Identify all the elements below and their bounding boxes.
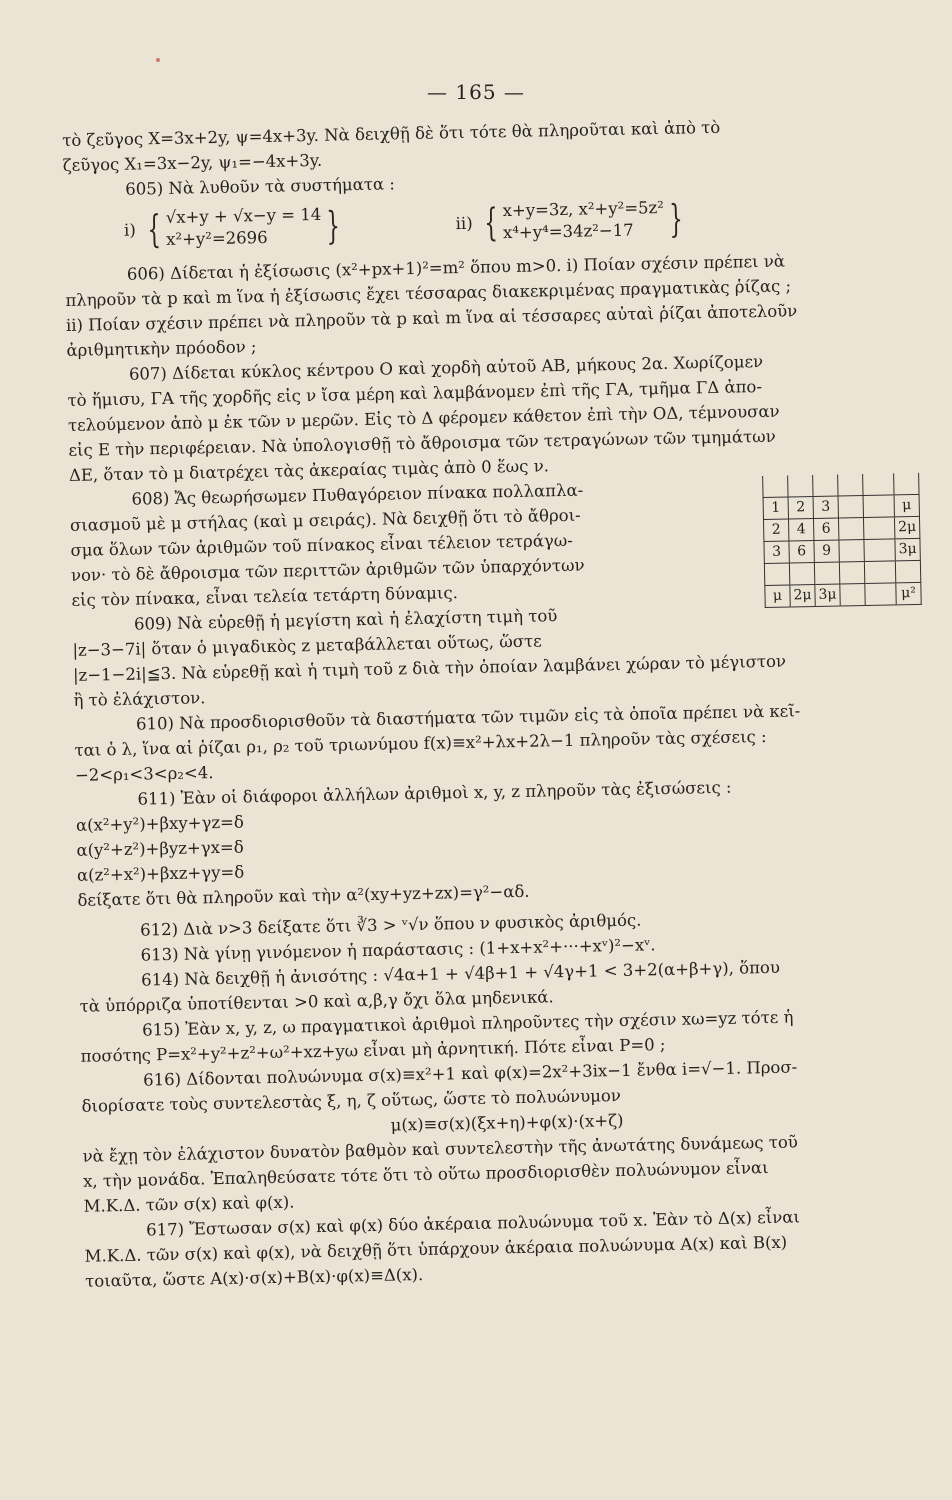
problem-608: 608) Ἄς θεωρήσωμεν Πυθαγόρειον πίνακα πολλαπλα- xyxy=(131,480,584,509)
table-cell xyxy=(839,561,864,583)
problem-610: 610) Νὰ προσδιορισθοῦν τὰ διαστήματα τῶν τιμῶν εἰς τὰ ὁποῖα πρέπει νὰ κεῖ- xyxy=(135,701,801,734)
table-cell: 3 xyxy=(764,541,789,563)
problem-617: 617) Ἔστωσαν σ(x) καὶ φ(x) δύο ἀκέραια πολυώνυμα τοῦ x. Ἐὰν τὸ Δ(x) εἶναι xyxy=(145,1207,801,1240)
system-i xyxy=(141,203,346,251)
table-cell xyxy=(764,563,789,585)
table-row xyxy=(764,538,920,563)
text-line: Μ.Κ.Δ. τῶν σ(x) καὶ φ(x). xyxy=(83,1192,295,1216)
text-line: |z−1−2i|≦3. Νὰ εὑρεθῇ καὶ ἡ τιμὴ τοῦ z διὰ τὴν ὁποίαν λαμβάνει χώραν τὸ μέγιστον xyxy=(72,651,787,685)
page-body xyxy=(62,111,935,1294)
table-cell: 2 xyxy=(763,519,788,541)
text-line: δείξατε ὅτι θὰ πληροῦν καὶ τὴν α²(xy+yz+zx)=γ²−αδ. xyxy=(77,881,530,910)
text-line: Μ.Κ.Δ. τῶν σ(x) καὶ φ(x), νὰ δειχθῇ ὅτι ὑπάρχουν ἀκέραια πολυώνυμα Α(x) καὶ Β(x) xyxy=(84,1232,788,1266)
table-cell xyxy=(863,517,894,540)
table-cell xyxy=(863,495,894,518)
problem-609: 609) Νὰ εὑρεθῇ ἡ μεγίστη καὶ ἡ ἐλαχίστη τιμὴ τοῦ xyxy=(133,606,558,634)
table-cell xyxy=(894,473,919,495)
table-cell: μ xyxy=(765,585,790,607)
table-cell xyxy=(763,476,788,498)
page-number: — 165 — xyxy=(427,80,525,104)
text-line: εἰς τὸν πίνακα, εἶναι τελεία τετάρτη δύναμις. xyxy=(71,583,459,610)
equation: √x+y + √x−y = 14 xyxy=(165,204,322,227)
table-cell: 1 xyxy=(763,497,788,519)
table-cell: μ² xyxy=(896,582,921,604)
table-cell: 6 xyxy=(789,540,814,562)
table-cell: 9 xyxy=(814,540,839,562)
text-line: νον· τὸ δὲ ἄθροισμα τῶν περιττῶν ἀριθμῶν τῶν ὑπαρχόντων xyxy=(70,555,585,585)
ink-spot xyxy=(156,58,160,62)
text-line: εἰς Ε τὴν περιφέρειαν. Νὰ ὑπολογισθῇ τὸ ἄθροισμα τῶν τετραγώνων τῶν τμημάτων xyxy=(68,426,776,460)
table-cell xyxy=(864,561,895,584)
table-cell: 2μ xyxy=(894,516,919,538)
table-cell xyxy=(789,562,814,584)
table-row xyxy=(764,560,920,585)
text-line: τὰ ὑπόρριζα ὑποτίθενται >0 καὶ α,β,γ ὄχι ὅλα μηδενικά. xyxy=(79,987,554,1016)
table-cell: μ xyxy=(894,494,919,516)
text-line: ται ὁ λ, ἵνα αἱ ῥίζαι ρ₁, ρ₂ τοῦ τριωνύμου f(x)≡x²+λx+2λ−1 πληροῦν τὰς σχέσεις : xyxy=(74,726,767,760)
equation: μ(x)≡σ(x)(ξx+η)+φ(x)·(x+ζ) xyxy=(390,1110,624,1135)
text-line: ii) Ποίαν σχέσιν πρέπει νὰ πληροῦν τὰ p καὶ m ἵνα αἱ τέσσαρες αὐταὶ ῥίζαι ἀποτελοῦν xyxy=(65,301,798,335)
equation: x⁴+y⁴=34z²−17 xyxy=(502,220,634,243)
text-line: τελούμενον ἀπὸ μ ἐκ τῶν ν μερῶν. Εἰς τὸ Δ φέρομεν κάθετον ἐπὶ τὴν ΟΔ, τέμνουσαν xyxy=(67,401,780,435)
text-line: ἢ τὸ ἐλάχιστον. xyxy=(73,688,206,710)
table-cell xyxy=(838,517,863,539)
problem-616: 616) Δίδονται πολυώνυμα σ(x)≡x²+1 καὶ φ(x)=2x²+3ix−1 ἔνθα i=√−1. Προσ- xyxy=(142,1057,798,1090)
table-cell: 2 xyxy=(788,497,813,519)
system-label-ii: ii) xyxy=(455,213,473,233)
text-line: τὸ ζεῦγος Χ=3x+2y, ψ=4x+3y. Νὰ δειχθῇ δὲ ὅτι τότε θὰ πληροῦται καὶ ἀπὸ τὸ xyxy=(62,117,721,150)
table-row xyxy=(765,582,921,607)
table-cell: 4 xyxy=(788,518,813,540)
text-line: ζεῦγος Χ₁=3x−2y, ψ₁=−4x+3y. xyxy=(62,150,323,175)
table-row xyxy=(763,473,919,498)
problem-615: 615) Ἐὰν x, y, z, ω πραγματικοὶ ἀριθμοὶ πληροῦντες τὴν σχέσιν xω=yz τότε ἡ xyxy=(141,1007,794,1040)
problem-611: 611) Ἐὰν οἱ διάφοροι ἀλλήλων ἀριθμοὶ x, y, z πληροῦν τὰς ἐξισώσεις : xyxy=(137,777,732,809)
text-line: τοιαῦτα, ὥστε Α(x)·σ(x)+Β(x)·φ(x)≡Δ(x). xyxy=(84,1264,424,1291)
text-line: ΔΕ, ὅταν τὸ μ διατρέχει τὰς ἀκεραίας τιμὰς ἀπὸ 0 ἕως ν. xyxy=(68,456,550,485)
table-row xyxy=(763,494,919,519)
text-line: σιασμοῦ μὲ μ στήλας (καὶ μ σειράς). Νὰ δειχθῇ ὅτι τὸ ἄθροι- xyxy=(69,505,581,535)
table-cell: 6 xyxy=(813,518,838,540)
text-line: νὰ ἔχῃ τὸν ἐλάχιστον δυνατὸν βαθμὸν καὶ συντελεστὴν τῆς ἀνωτάτης δυνάμεως τοῦ xyxy=(82,1132,799,1166)
table-cell xyxy=(863,473,894,495)
equation: α(x²+y²)+βxy+γz=δ xyxy=(75,812,244,835)
table-cell: 3 xyxy=(813,496,838,518)
problem-606: 606) Δίδεται ἡ ἐξίσωσις (x²+px+1)²=m² ὅπου m>0. i) Ποίαν σχέσιν πρέπει νὰ xyxy=(126,251,786,284)
table-cell xyxy=(839,539,864,561)
problem-613: 613) Νὰ γίνῃ γινόμενον ἡ παράστασις : (1+x+x²+···+xᵛ)²−xᵛ. xyxy=(140,935,656,965)
pythagorean-table xyxy=(762,473,922,608)
table-cell xyxy=(838,474,863,496)
text-line: ἀριθμητικὴν πρόοδον ; xyxy=(66,337,257,360)
system-label-i: i) xyxy=(123,220,136,240)
text-line: διορίσατε τοὺς συντελεστὰς ξ, η, ζ οὕτως, ὥστε τὸ πολυώνυμον xyxy=(81,1085,622,1116)
table-cell: 2μ xyxy=(790,584,815,606)
systems-605 xyxy=(124,192,915,252)
table-cell xyxy=(895,560,920,582)
right-brace: } xyxy=(326,203,341,248)
problem-605: 605) Νὰ λυθοῦν τὰ συστήματα : xyxy=(125,174,396,199)
equation: α(y²+z²)+βyz+γx=δ xyxy=(76,837,244,860)
text-line: ποσότης P=x²+y²+z²+ω²+xz+yω εἶναι μὴ ἀρνητική. Πότε εἶναι P=0 ; xyxy=(80,1035,666,1066)
equation: x+y=3z, x²+y²=5z² xyxy=(502,197,665,221)
table-cell xyxy=(865,583,896,606)
table-cell xyxy=(814,562,839,584)
table-cell xyxy=(838,495,863,517)
equation: α(z²+x²)+βxz+γy=δ xyxy=(76,862,245,885)
text-line: |z−3−7i| ὅταν ὁ μιγαδικὸς z μεταβάλλεται οὕτως, ὥστε xyxy=(72,631,542,660)
system-ii xyxy=(478,196,688,244)
problem-614: 614) Νὰ δειχθῇ ἡ ἀνισότης : √4α+1 + √4β+1 + √4γ+1 < 3+2(α+β+γ), ὅπου xyxy=(140,957,781,990)
table-cell xyxy=(864,539,895,562)
text-line: σμα ὅλων τῶν ἀριθμῶν τοῦ πίνακος εἶναι τέλειον τετράγω- xyxy=(70,530,573,560)
problem-607: 607) Δίδεται κύκλος κέντρου Ο καὶ χορδὴ αὐτοῦ ΑΒ, μήκους 2α. Χωρίζομεν xyxy=(128,351,764,384)
table-cell xyxy=(840,583,865,605)
text-line: −2<ρ₁<3<ρ₂<4. xyxy=(74,763,214,785)
table-cell: 3μ xyxy=(815,584,840,606)
problem-612: 612) Διὰ ν>3 δείξατε ὅτι ∛3 > ᵛ√ν ὅπου ν φυσικὸς ἀριθμός. xyxy=(139,910,642,940)
left-brace: { xyxy=(146,207,161,252)
left-brace: { xyxy=(483,200,498,245)
table-cell xyxy=(788,475,813,497)
right-brace: } xyxy=(669,196,684,241)
text-line: πληροῦν τὰ p καὶ m ἵνα ἡ ἐξίσωσις ἔχει τέσσαρας διακεκριμένας πραγματικὰς ῥίζας ; xyxy=(65,276,792,310)
table-row xyxy=(763,516,919,541)
table-cell xyxy=(813,475,838,497)
text-line: x, τὴν μονάδα. Ἐπαληθεύσατε τότε ὅτι τὸ οὕτω προσδιορισθὲν πολυώνυμον εἶναι xyxy=(82,1158,769,1191)
equation: x²+y²=2696 xyxy=(165,227,268,249)
text-line: τὸ ἥμισυ, ΓΑ τῆς χορδῆς εἰς ν ἴσα μέρη καὶ λαμβάνομεν ἐπὶ τῆς ΓΑ, τμῆμα ΓΔ ἀπο- xyxy=(67,377,763,410)
table-cell: 3μ xyxy=(895,538,920,560)
